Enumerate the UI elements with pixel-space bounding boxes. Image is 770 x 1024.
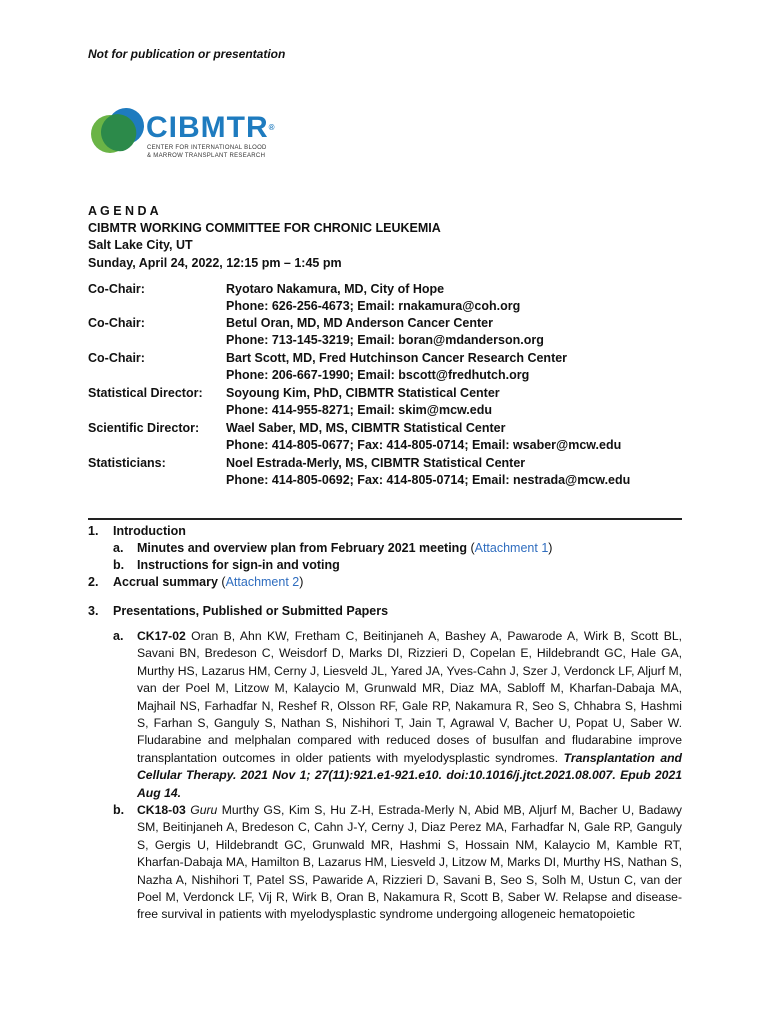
person-name: Betul Oran, MD, MD Anderson Cancer Center: [226, 316, 493, 330]
item-title: Instructions for sign-in and voting: [137, 558, 340, 572]
reference-authors: Murthy GS, Kim S, Hu Z-H, Estrada-Merly N, Abid MB, Aljurf M, Bacher U, Badawy SM, Beitinjaneh A, Bredeson C, Cahn J-Y, Cerny J, Diaz Perez MA, Farhadfar N, Gale RP, Ganguly S, Gergis U, Hildebrandt GC, Grunwald MR, Hashmi S, Hossain NM, Kalaycio M, Kamble RT, Kharfan-Dabaja MA, Hamilton B, Lazarus HM, Liesveld J, Litzow M, Marks DI, Murthy HS, Nathan S, Nazha A, Nishihori T, Patel SS, Pawaride A, Rizzieri D, Savani B, Seo S, Solh M, Ustun C, van der Poel M, Verdonck LF, Vij R, Wirk B, Oran B, Nakamura R, Scott B, Saber W. Relapse and disease-free survival in patients with myelodysplastic syndrome undergoing allogeneic hematopoietic: [137, 803, 682, 922]
attachment-2-link[interactable]: Attachment 2: [225, 575, 300, 589]
section-divider: [88, 518, 682, 520]
person-contact: Phone: 414-955-8271; Email: skim@mcw.edu: [226, 403, 492, 417]
logo-subtitle-line2: & MARROW TRANSPLANT RESEARCH: [147, 153, 266, 159]
item-title: Presentations, Published or Submitted Papers: [113, 604, 389, 618]
item-text: Accrual summary (Attachment 2): [113, 575, 304, 589]
committee-title: CIBMTR WORKING COMMITTEE FOR CHRONIC LEUKEMIA: [88, 221, 441, 235]
meeting-datetime: Sunday, April 24, 2022, 12:15 pm – 1:45 pm: [88, 256, 342, 270]
reference-b: [137, 802, 682, 924]
person-contact: Phone: 414-805-0677; Fax: 414-805-0714; Email: wsaber@mcw.edu: [226, 438, 622, 452]
reference-a: [137, 628, 682, 802]
role-label: Co-Chair:: [88, 316, 145, 330]
item-number: 3.: [88, 604, 99, 618]
person-name: Soyoung Kim, PhD, CIBMTR Statistical Center: [226, 386, 500, 400]
item-letter: b.: [113, 558, 125, 572]
reference-authors: Oran B, Ahn KW, Fretham C, Beitinjaneh A, Bashey A, Pawarode A, Wirk B, Scott BL, Savani BN, Bredeson C, Weisdorf D, Marks DI, Rizzieri D, Copelan E, Hildebrandt GC, Hale GA, Murthy HS, Lazarus HM, Cerny J, Liesveld JL, Yared JA, Yves-Cahn J, Szer J, Verdonck LF, Aljurf M, van der Poel M, Litzow M, Kalaycio M, Grunwald MR, Diaz MA, Sabloff M, Kharfan-Dabaja MA, Majhail NS, Farhadfar N, Reshef R, Olsson RF, Gale RP, Nakamura R, Seo S, Chhabra S, Hashmi S, Farhan S, Ganguly S, Nathan S, Nishihori T, Jain T, Agrawal V, Bacher U, Popat U, Saber W. Fludarabine and melphalan compared with reduced doses of busulfan and fludarabine improve transplantation outcomes in older patients with myelodysplastic syndromes.: [137, 629, 682, 765]
person-name: Noel Estrada-Merly, MS, CIBMTR Statistical Center: [226, 456, 526, 470]
reference-journal: Transplantation and Cellular Therapy. 2021 Nov 1; 27(11):921.e1-921.e10. doi:10.1016/j.jtct.2021.08.007. Epub 2021 Aug 14.: [137, 750, 682, 800]
person-contact: Phone: 713-145-3219; Email: boran@mdanderson.org: [226, 333, 544, 347]
person-name: Wael Saber, MD, MS, CIBMTR Statistical Center: [226, 421, 506, 435]
agenda-heading: A G E N D A: [88, 204, 159, 218]
logo-subtitle-line1: CENTER FOR INTERNATIONAL BLOOD: [147, 145, 267, 151]
role-label: Co-Chair:: [88, 282, 145, 296]
person-contact: Phone: 206-667-1990; Email: bscott@fredhutch.org: [226, 368, 530, 382]
confidentiality-notice: Not for publication or presentation: [88, 47, 286, 61]
cibmtr-logo-mark: [90, 104, 150, 168]
attachment-1-link[interactable]: Attachment 1: [474, 541, 549, 555]
person-contact: Phone: 414-805-0692; Fax: 414-805-0714; Email: nestrada@mcw.edu: [226, 473, 631, 487]
study-code: CK18-03: [137, 803, 186, 817]
item-number: 2.: [88, 575, 99, 589]
person-name: Ryotaro Nakamura, MD, City of Hope: [226, 282, 445, 296]
cibmtr-logo: [90, 104, 290, 168]
item-letter: a.: [113, 629, 124, 643]
study-code: CK17-02: [137, 629, 186, 643]
item-number: 1.: [88, 524, 99, 538]
role-label: Scientific Director:: [88, 421, 200, 435]
item-title: Introduction: [113, 524, 186, 538]
person-contact: Phone: 626-256-4673; Email: rnakamura@coh.org: [226, 299, 521, 313]
role-label: Co-Chair:: [88, 351, 145, 365]
logo-wordmark: CIBMTR®: [146, 111, 276, 144]
role-label: Statisticians:: [88, 456, 166, 470]
item-letter: b.: [113, 803, 125, 817]
item-text: Minutes and overview plan from February 2021 meeting (Attachment 1): [137, 541, 553, 555]
reference-lead-author: Guru: [185, 803, 218, 817]
item-letter: a.: [113, 541, 124, 555]
meeting-location: Salt Lake City, UT: [88, 238, 193, 252]
role-label: Statistical Director:: [88, 386, 203, 400]
person-name: Bart Scott, MD, Fred Hutchinson Cancer Research Center: [226, 351, 568, 365]
